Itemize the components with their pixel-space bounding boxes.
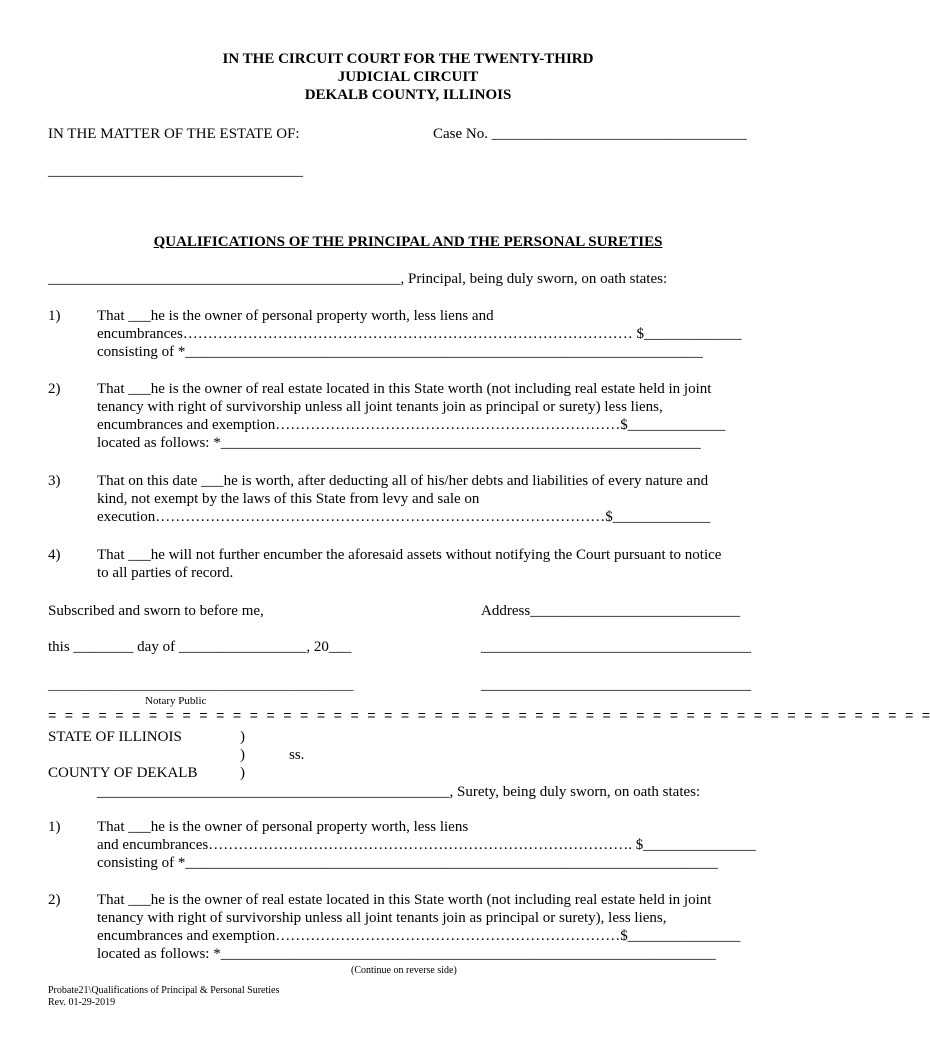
surety-item1-line3[interactable]: consisting of *_______________________________________________________________________	[97, 855, 718, 871]
principal-item1-number: 1)	[48, 308, 61, 324]
surety-item2-number: 2)	[48, 892, 61, 908]
court-header-line2: JUDICIAL CIRCUIT	[337, 69, 479, 85]
principal-item3-line2: kind, not exempt by the laws of this State from levy and sale on	[97, 491, 480, 507]
principal-item4-line1: That ___he will not further encumber the aforesaid assets without notifying the Court pursuant to notice	[97, 547, 722, 563]
form-title: QUALIFICATIONS OF THE PRINCIPAL AND THE PERSONAL SURETIES	[153, 234, 663, 250]
venue-paren-3: )	[240, 765, 245, 781]
surety-item2-line2: tenancy with right of survivorship unless all joint tenants join as principal or surety), less liens,	[97, 910, 667, 926]
principal-item2-line1: That ___he is the owner of real estate located in this State worth (not including real estate held in joint	[97, 381, 712, 397]
venue-state: STATE OF ILLINOIS	[48, 729, 182, 745]
principal-item3-line1: That on this date ___he is worth, after deducting all of his/her debts and liabilities of every nature and	[97, 473, 709, 489]
address-field[interactable]: Address____________________________	[481, 603, 741, 619]
surety-item1-line1: That ___he is the owner of personal property worth, less liens	[97, 819, 469, 835]
court-header-line3: DEKALB COUNTY, ILLINOIS	[304, 87, 512, 103]
continue-note: (Continue on reverse side)	[351, 965, 457, 976]
footer-revision: Rev. 01-29-2019	[48, 997, 116, 1008]
estate-of-label: IN THE MATTER OF THE ESTATE OF:	[48, 126, 300, 142]
date-sworn-field[interactable]: this ________ day of _________________, 20___	[48, 639, 352, 655]
section-separator: = = = = = = = = = = = = = = = = = = = = = = = = = = = = = = = = = = = = = = = = = = = = = = = = = = = = =	[48, 709, 930, 725]
principal-item2-line4[interactable]: located as follows: *________________________________________________________________	[97, 435, 701, 451]
venue-county: COUNTY OF DEKALB	[48, 765, 198, 781]
venue-ss: ss.	[289, 747, 305, 763]
principal-item2-line3[interactable]: encumbrances and exemption……………………………………………………………$_____________	[97, 417, 726, 433]
principal-item2-number: 2)	[48, 381, 61, 397]
principal-item4-line2: to all parties of record.	[97, 565, 234, 581]
principal-item1-line2[interactable]: encumbrances……………………………………………………………………………… $_____________	[97, 326, 742, 342]
surety-item2-line1: That ___he is the owner of real estate located in this State worth (not including real estate held in joint	[97, 892, 712, 908]
notary-signature-line[interactable]: _______________________________________________	[48, 677, 354, 692]
surety-item2-line3[interactable]: encumbrances and exemption……………………………………………………………$_______________	[97, 928, 741, 944]
surety-item2-line4[interactable]: located as follows: *__________________________________________________________________	[97, 946, 716, 962]
principal-name-line[interactable]: _______________________________________________, Principal, being duly sworn, on oath states:	[48, 271, 668, 287]
court-header-line1: IN THE CIRCUIT COURT FOR THE TWENTY-THIRD	[222, 51, 594, 67]
address-line2-field[interactable]: ____________________________________	[481, 639, 751, 655]
subscribed-sworn-label: Subscribed and sworn to before me,	[48, 603, 264, 619]
principal-item1-line1: That ___he is the owner of personal property worth, less liens and	[97, 308, 494, 324]
address-line3-field[interactable]: ____________________________________	[481, 677, 751, 693]
venue-paren-2: )	[240, 747, 245, 763]
principal-item4-number: 4)	[48, 547, 61, 563]
principal-item2-line2: tenancy with right of survivorship unless all joint tenants join as principal or surety) less liens,	[97, 399, 663, 415]
surety-name-line[interactable]: _______________________________________________, Surety, being duly sworn, on oath states:	[97, 784, 701, 800]
principal-item3-line3[interactable]: execution………………………………………………………………………………$_____________	[97, 509, 711, 525]
estate-name-field[interactable]: __________________________________	[48, 163, 303, 179]
venue-paren-1: )	[240, 729, 245, 745]
surety-item1-line2[interactable]: and encumbrances…………………………………………………………………………. $_______________	[97, 837, 756, 853]
surety-item1-number: 1)	[48, 819, 61, 835]
case-number-field[interactable]: Case No. __________________________________	[433, 126, 747, 142]
principal-item1-line3[interactable]: consisting of *_____________________________________________________________________	[97, 344, 703, 360]
footer-form-path: Probate21\Qualifications of Principal & Personal Sureties	[48, 985, 280, 996]
principal-item3-number: 3)	[48, 473, 61, 489]
notary-public-label: Notary Public	[145, 695, 207, 707]
